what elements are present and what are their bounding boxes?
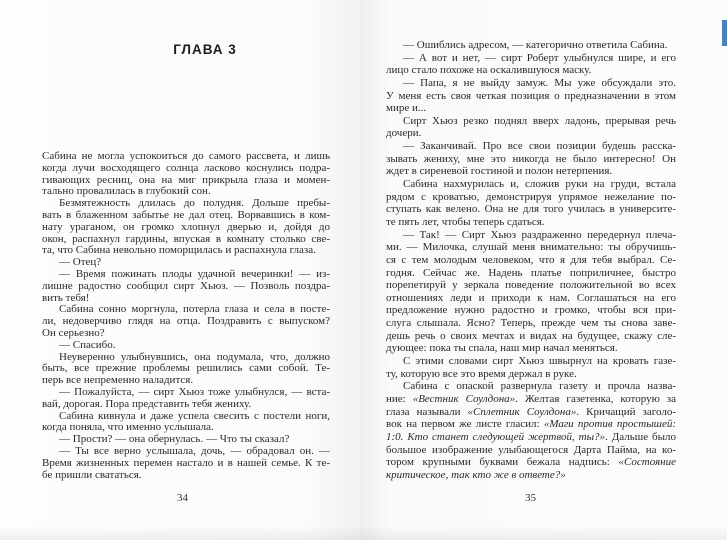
text-line: большое изображение улыбающегося Дарта Пайма, на ко- xyxy=(386,443,676,456)
right-page xyxy=(360,0,727,540)
paragraph xyxy=(386,52,676,77)
paragraph xyxy=(386,380,676,481)
text-line: лишне радостно сообщил сирт Хьюз. — Позволь поздра- xyxy=(42,280,330,292)
paragraph xyxy=(386,229,676,355)
paragraph xyxy=(42,411,330,435)
text-line: ту, которую все это время держал в руке. xyxy=(386,367,577,380)
text-line: Он серьезно? xyxy=(42,327,105,339)
text-line xyxy=(386,418,676,431)
text-line: — Ошиблись адресом, — категорично ответила Сабина. xyxy=(403,39,668,51)
text-line: — Папа, я не выйду замуж. Мы уже обсуждали это. xyxy=(403,76,676,89)
italic-quote: «Вестник Соулдона» xyxy=(412,392,516,405)
page-number-left: 34 xyxy=(177,492,188,504)
text-line: окон, распахнул гардины, впуская в комнату столько све- xyxy=(42,233,330,245)
paragraph xyxy=(42,304,330,339)
text-line: лицо стало похоже на оскалившуюся маску. xyxy=(386,64,592,77)
text-line: — Заканчивай. Про все свои позиции будешь расска- xyxy=(403,140,676,153)
text-segment: . Дальше было xyxy=(605,430,676,443)
text-line: когда лучи восходящего солнца ласково коснулись подра- xyxy=(42,162,330,174)
left-page xyxy=(0,0,360,540)
text-line: те пять лет, чтобы теперь сдаться. xyxy=(386,215,545,228)
text-line: предложение нужно радостно и громко, чтобы вся при- xyxy=(386,304,676,317)
text-line xyxy=(386,469,676,482)
chapter-title: ГЛАВА 3 xyxy=(173,42,237,57)
text-line: — Прости? — она обернулась. — Что ты сказал? xyxy=(59,434,290,446)
text-line: ступать как велено. Она не для того училась в университе- xyxy=(386,203,676,216)
paragraph xyxy=(42,269,330,304)
text-line: Сирт Хьюз резко поднял вверх ладонь, прерывая речь xyxy=(403,114,676,127)
text-line xyxy=(386,456,676,469)
text-line: тально провалилась в глубокий сон. xyxy=(42,186,211,198)
text-line: дочери. xyxy=(386,127,422,140)
text-line: — Спасибо. xyxy=(59,339,116,351)
text-segment: вок на первом же листе гласил: xyxy=(386,418,544,431)
text-segment: . Кричащий заголо- xyxy=(576,405,676,418)
text-line: бе пришли свататься. xyxy=(42,469,142,481)
text-line: Безмятежность длилась до полудня. Дольше пребы- xyxy=(59,198,330,210)
paragraph xyxy=(42,434,330,446)
text-segment: . Желтая газетенка, которую за xyxy=(515,392,676,405)
text-line: — Отец? xyxy=(59,257,102,269)
paragraph xyxy=(386,115,676,140)
text-line: Время жизненных перемен настало и в нашей семье. К те- xyxy=(42,457,330,469)
paragraph xyxy=(42,387,330,411)
text-line: быть, все прежние проблемы решились сами собой. Те- xyxy=(42,363,330,375)
italic-quote: «Состояние xyxy=(618,456,676,469)
text-line: С этими словами сирт Хьюз швырнул на кровать газе- xyxy=(403,355,676,368)
page-number-right: 35 xyxy=(525,492,536,504)
paragraph xyxy=(42,446,330,481)
text-line: дующее: пока ты спала, наш мир начал меняться. xyxy=(386,342,618,355)
right-page-text xyxy=(386,39,676,481)
left-page-text xyxy=(42,151,330,481)
text-line: — Ты все верно услышала, дочь, — обрадовал он. — xyxy=(59,445,330,457)
text-line: ли, недоверчиво глядя на отца. Поздравить с выпуском? xyxy=(42,316,330,328)
page-bottom-shadow xyxy=(0,526,360,540)
paragraph xyxy=(386,39,676,52)
paragraph xyxy=(386,178,676,229)
page-bottom-shadow xyxy=(360,526,727,540)
text-line: — Пожалуйста, — сирт Хьюз тоже улыбнулся, — вста- xyxy=(59,386,330,398)
text-line: слуга слышала. Ясно? Теперь, прежде чем ты снова заве- xyxy=(386,317,676,330)
italic-quote: 1:0. Кто станет следующей жертвой, ты?» xyxy=(386,430,606,443)
text-line: вать в блаженном забытье не дал отец. Ворвавшись в ком- xyxy=(42,209,330,221)
text-line: ся с тем молодым человеком, что я для тебя выбрал. Се- xyxy=(386,253,676,266)
paragraph xyxy=(386,77,676,115)
text-line: Сабина кивнула и даже успела свесить с постели ноги, xyxy=(59,410,330,422)
text-segment: глаза называли xyxy=(386,405,468,418)
paragraph xyxy=(42,340,330,352)
text-line: дешь речь о своих мечтах и видах на будущее, скажу сле- xyxy=(386,329,676,342)
text-line: Сабина сонно моргнула, потерла глаза и села в посте- xyxy=(59,304,330,316)
paragraph xyxy=(42,352,330,387)
text-line: вай, дорогая. Пора представить тебя жениху. xyxy=(42,398,252,410)
text-line: годня. Сейчас же. Надень платье поприличнее, быстро xyxy=(386,266,676,279)
paragraph xyxy=(42,198,330,257)
text-line: — Так! — Сирт Хьюз раздраженно передернул плеча- xyxy=(403,228,676,241)
text-line: когда поняла, что именно услышала. xyxy=(42,422,214,434)
paragraph xyxy=(42,257,330,269)
paragraph xyxy=(42,151,330,198)
text-line xyxy=(386,406,676,419)
paragraph xyxy=(386,355,676,380)
text-line: мире и... xyxy=(386,102,427,115)
text-line xyxy=(386,393,676,406)
text-line: — А вот и нет, — сирт Роберт улыбнулся шире, и его xyxy=(403,51,676,64)
text-line: отношениях леди и приходи к нам. Соглашаться на его xyxy=(386,291,676,304)
italic-quote: «Маги против простышей: xyxy=(543,418,676,431)
text-line: нату ураганом, он громко хлопнул дверью и, дойдя до xyxy=(42,221,330,233)
text-line: гивающих ресниц, она на миг прикрыла глаза и момен- xyxy=(42,174,330,186)
edge-tab-marker xyxy=(722,20,727,46)
text-line: вить тебя! xyxy=(42,292,90,304)
text-line: Сабина нахмурилась и, сложив руки на груди, встала xyxy=(403,178,676,191)
text-segment: тором крупными буквами бежала надпись: xyxy=(386,456,619,469)
text-line: порепетируй у зеркала поведение положительной во всех xyxy=(386,279,676,292)
text-line: Неуверенно улыбнувшись, она подумала, что, должно xyxy=(59,351,330,363)
text-line: Сабина не могла успокоиться до самого рассвета, и лишь xyxy=(42,151,330,162)
text-line: — Время пожинать плоды удачной вечеринки! — из- xyxy=(59,268,330,280)
text-line: ждет в сиреневой гостиной и полон нетерпения. xyxy=(386,165,613,178)
text-line: перь все непременно наладится. xyxy=(42,375,194,387)
paragraph xyxy=(386,140,676,178)
text-line: рядом с кроватью, демонстрируя упрямое нежелание по- xyxy=(386,190,676,203)
text-line: ми. — Милочка, слушай меня внимательно: ты обручишь- xyxy=(386,241,676,254)
text-line: У меня есть своя четкая позиция о предназначении в этом xyxy=(386,89,676,102)
italic-quote: критическое, так кто же в ответе?» xyxy=(386,468,566,481)
italic-quote: «Сплетник Соулдона» xyxy=(467,405,577,418)
text-segment: ние: xyxy=(386,392,413,405)
text-line: зывать жениху, мне это никогда не было интересно! Он xyxy=(386,152,676,165)
text-line: Сабина с опаской развернула газету и прочла назва- xyxy=(403,380,676,393)
text-line: та, что Сабина невольно поморщилась и распахнула глаза. xyxy=(42,245,316,257)
text-line xyxy=(386,431,676,444)
